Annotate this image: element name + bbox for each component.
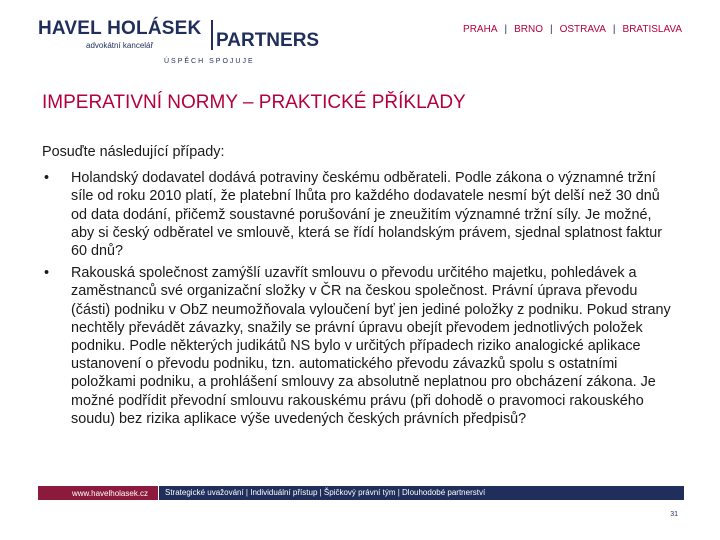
- logo-divider: [211, 20, 213, 50]
- bullet-icon: •: [44, 265, 50, 282]
- footer-tagline: Strategické uvažování | Individuální přístup | Špičkový právní tým | Dlouhodobé partnerství: [159, 486, 684, 500]
- page-number: 31: [670, 511, 678, 518]
- logo-partners: PARTNERS: [216, 30, 320, 51]
- slide-title: IMPERATIVNÍ NORMY – PRAKTICKÉ PŘÍKLADY: [42, 92, 466, 113]
- city-ostrava: OSTRAVA: [559, 24, 606, 35]
- logo-motto: ÚSPĚCH SPOJUJE: [164, 58, 255, 65]
- case-text: Rakouská společnost zamýšlí uzavřít smlouvu o převodu určitého majetku, pohledávek a zaměstnanců své organizační složky v ČR na českou společnost. Právní úprava převodu (části) podniku v ObZ neumožňovala vyloučení byť jen jediné položky z podniku. Pokud strany nechtěly převádět závazky, snažily se právní úpravu obejít převodem jednotlivých položek podniku. Podle některých judikátů NS bylo v určitých případech riziko analogické aplikace ustanovení o převodu podniku, tzn. automatického převodu závazků spolu s ostatními položkami podniku, a prohlášení smlouvy za absolutně neplatnou pro obcházení zákona. Je možné podřídit převodní smlouvu rakouskému právu (při dohodě o pravomoci rakouského soudu) bez rizika aplikace výše uvedených českých právních předpisů?: [71, 265, 671, 427]
- office-cities: [463, 24, 682, 35]
- company-logo: [38, 18, 320, 70]
- bullet-icon: •: [44, 170, 50, 187]
- logo-subtitle: advokátní kancelář: [86, 41, 154, 50]
- city-separator: |: [504, 24, 508, 35]
- city-separator: |: [550, 24, 553, 35]
- footer-bar: [38, 486, 684, 500]
- slide-subtitle: Posuďte následující případy:: [42, 144, 225, 160]
- case-text: Holandský dodavatel dodává potraviny českému odběrateli. Podle zákona o významné tržní síle od roku 2010 platí, že platební lhůta pro každého dodavatele nesmí být delší než 30 dnů od data dodání, přičemž soustavné porušování je zneužitím významné tržní síly. Je možné, aby si český odběratel ve smlouvě, která se řídí holandským právem, sjednal splatnost faktur 60 dnů?: [71, 170, 663, 260]
- city-separator: |: [612, 24, 616, 35]
- city-brno: BRNO: [514, 24, 543, 35]
- slide-body: [42, 143, 678, 432]
- city-bratislava: BRATISLAVA: [622, 24, 682, 35]
- city-praha: PRAHA: [463, 24, 498, 35]
- list-item: [42, 264, 678, 428]
- case-list: [42, 169, 678, 428]
- logo-name: HAVEL HOLÁSEK: [38, 18, 202, 39]
- footer-website: www.havelholasek.cz: [72, 488, 149, 498]
- list-item: [42, 169, 678, 260]
